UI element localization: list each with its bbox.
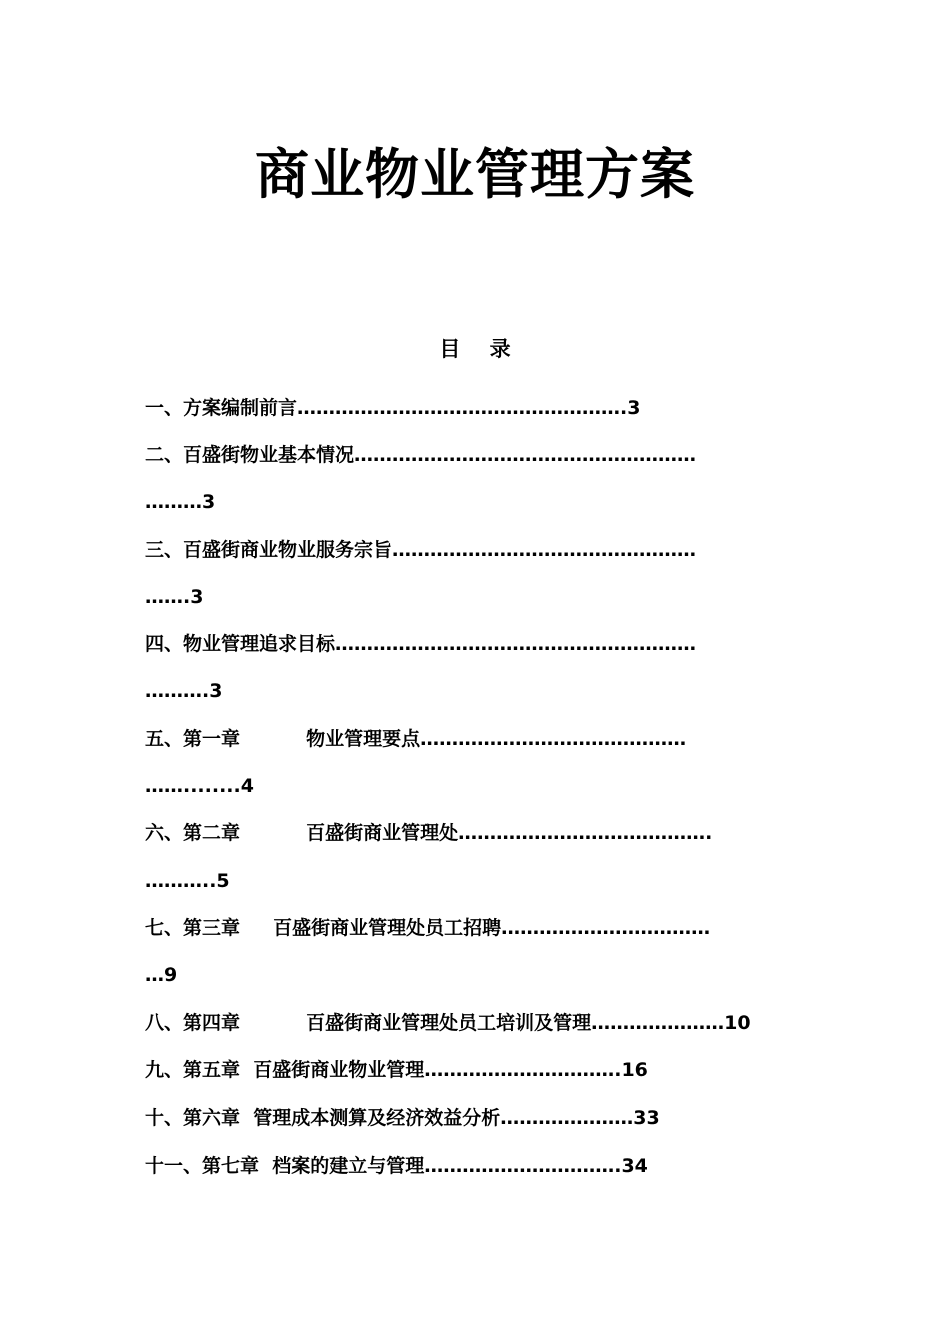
toc-line: 五、第一章 物业管理要点…………………………………… xyxy=(145,728,687,750)
toc-line: 十、第六章 管理成本测算及经济效益分析…………………33 xyxy=(145,1107,660,1129)
toc-line: 四、物业管理追求目标………………………………………………… xyxy=(145,633,697,655)
toc-line: 七、第三章 百盛街商业管理处员工招聘…………………………… xyxy=(145,917,711,939)
toc-line: ………3 xyxy=(145,491,216,513)
toc-line: 三、百盛街商业物业服务宗旨………………………………………… xyxy=(145,539,697,561)
toc-line: …….3 xyxy=(145,586,204,608)
toc-line: 九、第五章 百盛街商业物业管理………………………….16 xyxy=(145,1059,648,1081)
toc-line: 二、百盛街物业基本情况……………………………………………… xyxy=(145,444,697,466)
toc-line: ……........4 xyxy=(145,775,254,797)
document-title: 商业物业管理方案 xyxy=(255,142,695,206)
toc-line: …9 xyxy=(145,964,178,986)
toc-line: 十一、第七章 档案的建立与管理………………………….34 xyxy=(145,1155,648,1177)
toc-line: 一、方案编制前言…………………………………………….3 xyxy=(145,397,641,419)
toc-line: 八、第四章 百盛街商业管理处员工培训及管理…………………10 xyxy=(145,1012,751,1034)
toc-line: ………..5 xyxy=(145,870,230,892)
toc-line: 六、第二章 百盛街商业管理处…………………………………. xyxy=(145,822,713,844)
toc-line: ……….3 xyxy=(145,680,223,702)
toc-heading: 目 录 xyxy=(439,337,511,361)
